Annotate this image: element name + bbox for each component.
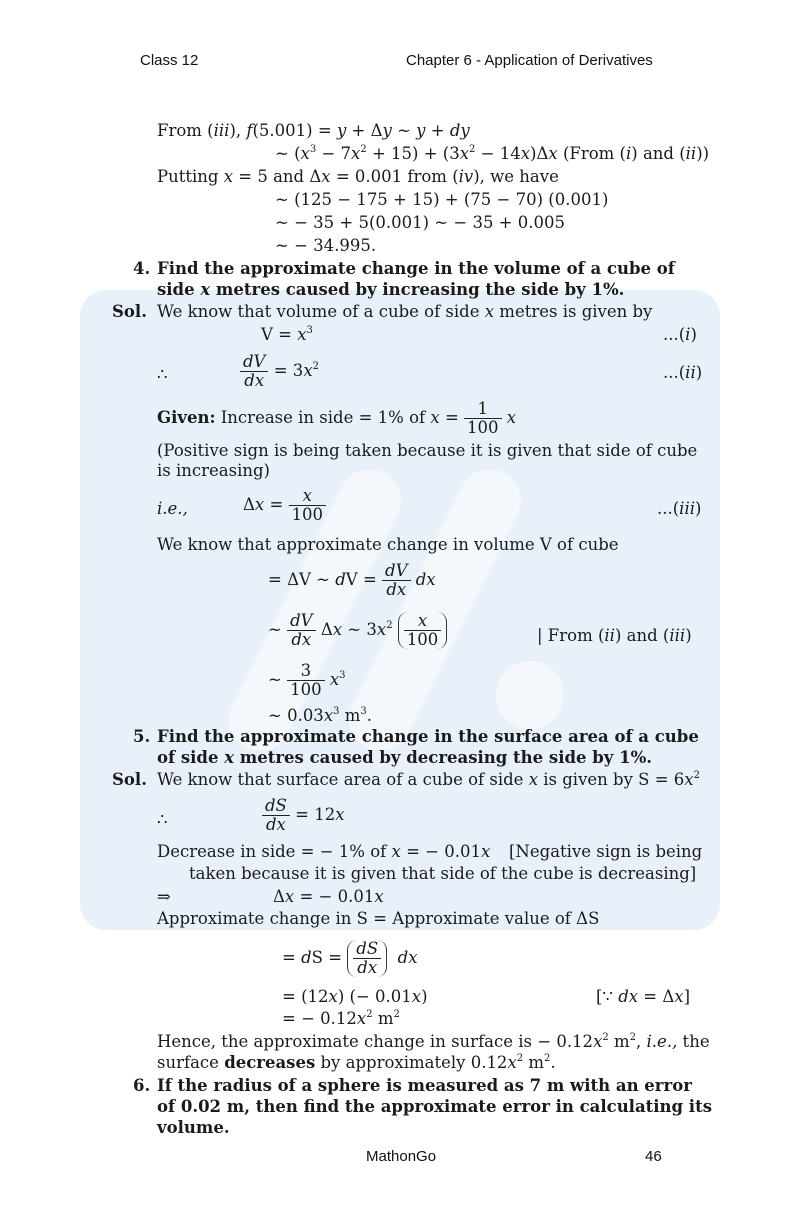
s4-derivative-eq: $\frac{dV}{dx}$ = $3x^2$	[240, 353, 319, 390]
one-hundredth-fraction: $\frac{1}{100}$	[464, 400, 502, 437]
prev-line-1: From (iii), f(5.001) = y + Δy ~ y + dy	[157, 121, 470, 140]
s4-ie-label: i.e.,	[157, 499, 188, 518]
s5-decrease-1: Decrease in side = − 1% of x = − 0.01x	[157, 842, 491, 861]
s4-step-2: ~ $\frac{dV}{dx}$ Δx ~ $3x^2$ $\frac{x}{100}$	[268, 612, 447, 649]
prev-line-4: ~ (125 − 175 + 15) + (75 − 70) (0.001)	[275, 190, 609, 209]
s4-sol-label: Sol.	[112, 302, 147, 321]
s4-given: Given: Increase in side = 1% of x = $\frac{1}{100}$ x	[157, 399, 517, 437]
s5-delta-x-eq: Δx = − 0.01x	[273, 887, 384, 906]
q6-number: 6.	[133, 1076, 151, 1095]
dv-dx-fraction-3: $\frac{dV}{dx}$	[287, 612, 315, 649]
s4-from-ii-iii: | From (ii) and (iii)	[537, 626, 692, 645]
x-over-100-parenthesised: $\frac{x}{100}$	[398, 612, 448, 649]
s5-since-note: [∵ dx = Δx]	[596, 987, 691, 1006]
s4-step-1: = ΔV ~ dV = $\frac{dV}{dx}$ dx	[268, 561, 436, 599]
s4-line-1: We know that volume of a cube of side x metres is given by	[157, 302, 653, 321]
prev-line-2: ~ $(x^3 - 7x^2 + 15) + (3x^2 - 14x)\Delta x$ (From (i) and (ii))	[275, 144, 710, 163]
s4-tag-iii: ...(iii)	[657, 499, 702, 518]
s5-step-1: = dS = $\frac{dS}{dx}$ dx	[282, 939, 418, 977]
x-over-100-fraction: $\frac{x}{100}$	[289, 487, 327, 524]
q5-line-1: Find the approximate change in the surface area of a cube	[157, 727, 699, 746]
s5-negative-note-2: taken because it is given that side of the cube is decreasing]	[189, 864, 697, 883]
s5-step-2: = (12x) (− 0.01x)	[282, 987, 428, 1006]
q4-number: 4.	[133, 259, 151, 278]
q4-line-2: side x metres caused by increasing the side by 1%.	[157, 280, 625, 299]
s4-step-4: ~ $0.03x^3$ $m^3$.	[268, 706, 373, 725]
ds-dx-fraction: $\frac{dS}{dx}$	[262, 797, 290, 834]
s4-volume-eq: $V = x^3$	[261, 325, 313, 344]
ds-dx-parenthesised: $\frac{dS}{dx}$	[347, 940, 387, 977]
prev-line-6: ~ − 34.995.	[275, 236, 377, 255]
s5-sol-label: Sol.	[112, 770, 147, 789]
q6-line-2: of 0.02 m, then find the approximate error in calculating its	[157, 1097, 712, 1116]
prev-line-3: Putting x = 5 and Δx = 0.001 from (iv), we have	[157, 167, 559, 186]
s4-step-3: ~ $\frac{3}{100}$ $x^3$	[268, 661, 346, 699]
s5-therefore: ∴	[157, 810, 168, 829]
s5-negative-note-1: [Negative sign is being	[509, 842, 703, 861]
s5-hence-2: surface decreases by approximately $0.12x^2$ $m^2$.	[157, 1053, 556, 1072]
prev-line-5: ~ − 35 + 5(0.001) ~ − 35 + 0.005	[275, 213, 565, 232]
s5-line-1: We know that surface area of a cube of side x is given by $S = 6x^2$	[157, 770, 700, 789]
q6-line-1: If the radius of a sphere is measured as 7 m with an error	[157, 1076, 692, 1095]
s4-delta-x-eq: Δx = $\frac{x}{100}$	[243, 487, 326, 524]
q6-line-3: volume.	[157, 1118, 230, 1137]
s4-therefore: ∴	[157, 365, 168, 384]
footer-page-number: 46	[645, 1148, 662, 1165]
three-hundredths-fraction: $\frac{3}{100}$	[287, 662, 325, 699]
dv-dx-fraction-2: $\frac{dV}{dx}$	[382, 562, 410, 599]
q5-number: 5.	[133, 727, 151, 746]
s4-tag-ii: ...(ii)	[663, 363, 703, 382]
s5-hence-1: Hence, the approximate change in surface is − $0.12x^2$ $m^2$, i.e., the	[157, 1032, 710, 1051]
q5-line-2: of side x metres caused by decreasing the side by 1%.	[157, 748, 653, 767]
q4-line-1: Find the approximate change in the volume of a cube of	[157, 259, 675, 278]
s5-derivative-eq: $\frac{dS}{dx}$ = 12x	[262, 797, 345, 834]
s5-approx-change: Approximate change in S = Approximate value of ΔS	[157, 909, 600, 928]
s4-know-change: We know that approximate change in volume V of cube	[157, 535, 619, 554]
s5-step-3: = − $0.12x^2$ $m^2$	[282, 1009, 400, 1028]
s4-positive-note-2: is increasing)	[157, 461, 270, 480]
header-chapter: Chapter 6 - Application of Derivatives	[406, 52, 653, 69]
footer-brand: MathonGo	[366, 1148, 437, 1165]
s5-implies: ⇒	[157, 887, 171, 906]
s4-tag-i: ...(i)	[663, 325, 697, 344]
dv-dx-fraction: $\frac{dV}{dx}$	[240, 353, 268, 390]
s4-positive-note-1: (Positive sign is being taken because it is given that side of cube	[157, 441, 698, 460]
header-class: Class 12	[140, 52, 199, 69]
